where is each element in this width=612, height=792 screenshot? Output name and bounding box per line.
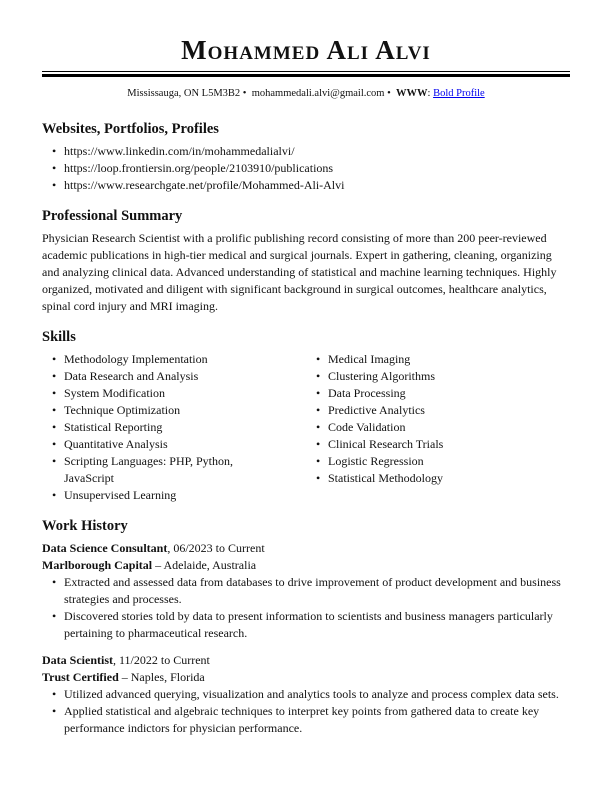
section-heading: Professional Summary	[42, 208, 183, 224]
company: Marlborough Capital	[42, 558, 153, 572]
skill-item: • System Modification	[42, 385, 306, 402]
email: mohammedali.alvi@gmail.com	[251, 88, 385, 99]
skill-item: • Methodology Implementation	[42, 351, 306, 368]
job-title: Data Scientist	[42, 653, 113, 667]
skill-item: • Technique Optimization	[42, 402, 306, 419]
skill-item: • Unsupervised Learning	[42, 487, 306, 504]
skills-right	[306, 351, 570, 504]
job-location: – Adelaide, Australia	[152, 558, 257, 572]
job-bullet: • Utilized advanced querying, visualization and analytics tools to analyze and process complex data sets.	[42, 686, 570, 703]
header-divider-thick	[42, 74, 570, 77]
www-label: WWW	[396, 88, 428, 99]
skill-item: • Medical Imaging	[306, 351, 570, 368]
skill-item: • Statistical Reporting	[42, 419, 306, 436]
website-item[interactable]: • https://www.linkedin.com/in/mohammedalialvi/	[42, 143, 570, 160]
website-item[interactable]: • https://www.researchgate.net/profile/Mohammed-Ali-Alvi	[42, 177, 570, 194]
job-bullet: • Discovered stories told by data to present information to scientists and business managers particularly pertaining to pharmaceutical research.	[42, 608, 570, 642]
website-item[interactable]: • https://loop.frontiersin.org/people/2103910/publications	[42, 160, 570, 177]
job-bullet: • Applied statistical and algebraic techniques to interpret key points from gathered data to create key performance indictors for physician performance.	[42, 703, 570, 737]
skill-item: • Data Research and Analysis	[42, 368, 306, 385]
skill-item: • Quantitative Analysis	[42, 436, 306, 453]
summary-section	[42, 207, 570, 315]
skills-left	[42, 351, 306, 504]
job-entry	[42, 540, 570, 642]
contact-line: Mississauga, ON L5M3B2 • mohammedali.alvi@gmail.com • WWW: Bold Profile	[127, 88, 485, 99]
profile-link[interactable]: Bold Profile	[433, 88, 485, 99]
job-entry	[42, 652, 570, 737]
skill-item: • Code Validation	[306, 419, 570, 436]
skill-item: • Scripting Languages: PHP, Python, JavaScript	[42, 453, 257, 487]
skill-item: • Logistic Regression	[306, 453, 570, 470]
work-history-section	[42, 517, 570, 741]
skill-item: • Clustering Algorithms	[306, 368, 570, 385]
skill-item: • Statistical Methodology	[306, 470, 570, 487]
summary-text: Physician Research Scientist with a prolific publishing record consisting of more than 200 peer-reviewed academic publications in high-tier medical and surgical journals. Expert in gathering, cleaning, organizing and analyzing clinical data. Advanced understanding of statistical and machine learning techniques. Highly organized, motivated and diligent with significant background in surgical outcomes, healthcare analytics, spinal cord injury and MRI imaging.	[42, 231, 557, 313]
job-location: – Naples, Florida	[118, 670, 205, 684]
location: Mississauga, ON L5M3B2	[127, 88, 241, 99]
section-heading: Websites, Portfolios, Profiles	[42, 121, 219, 137]
job-bullet: • Extracted and assessed data from databases to drive improvement of product development and business strategies and processes.	[42, 574, 570, 608]
skills-section	[42, 328, 570, 504]
skill-item: • Data Processing	[306, 385, 570, 402]
websites-section	[42, 120, 570, 194]
section-heading: Skills	[42, 329, 76, 345]
job-dates: , 06/2023 to Current	[167, 541, 265, 555]
header-divider-thin	[42, 71, 570, 72]
job-title: Data Science Consultant	[42, 541, 168, 555]
section-heading: Work History	[42, 518, 128, 534]
skill-item: • Clinical Research Trials	[306, 436, 570, 453]
company: Trust Certified	[42, 670, 119, 684]
job-dates: , 11/2022 to Current	[113, 653, 210, 667]
skill-item: • Predictive Analytics	[306, 402, 570, 419]
candidate-name: Mohammed Ali Alvi	[181, 35, 431, 65]
